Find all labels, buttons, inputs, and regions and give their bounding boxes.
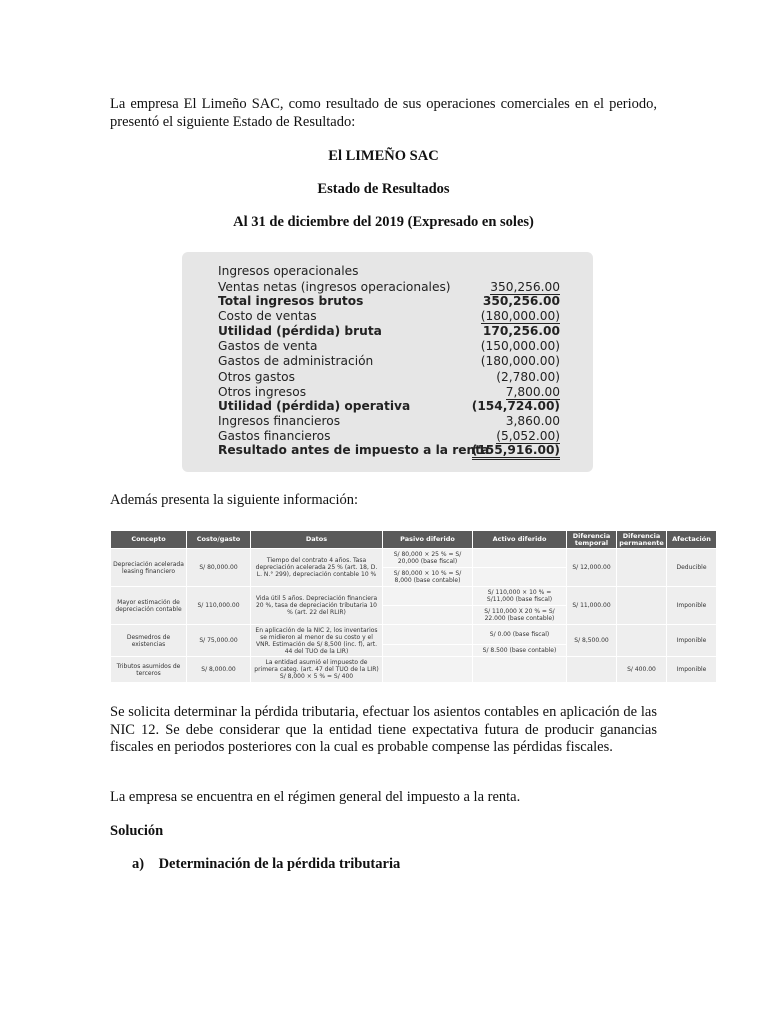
is-row-otros-gastos [218, 370, 560, 385]
cell-pasivo [383, 587, 473, 606]
solution-heading: Solución [110, 823, 164, 839]
cell-concepto: Tributos asumidos de terceros [111, 657, 187, 683]
cell-costo: S/ 110,000.00 [187, 587, 251, 625]
is-label: Ventas netas (ingresos operacionales) [218, 280, 451, 294]
is-label: Costo de ventas [218, 309, 317, 323]
header-diferencia-permanente: Diferencia permanente [617, 531, 667, 549]
cell-activo [473, 549, 567, 568]
is-label: Utilidad (pérdida) bruta [218, 324, 382, 338]
is-value: 170,256.00 [482, 324, 560, 338]
header-costo-gasto: Costo/gasto [187, 531, 251, 549]
cell-pasivo: S/ 80,000 × 25 % = S/ 20,000 (base fiscal) [383, 549, 473, 568]
is-label: Gastos de administración [218, 354, 374, 368]
request-paragraph: Se solicita determinar la pérdida tributaria, efectuar los asientos contables en aplicación de las NIC 12. Se debe considerar que la entidad tiene expectativa futura de producir ganancias fiscales en periodos posteriores con la cual es probable compense las pérdidas fiscales. [110, 704, 657, 755]
is-row-ingresos-financieros [218, 414, 560, 429]
table-row [111, 625, 717, 645]
is-value: 350,256.00 [490, 280, 560, 294]
is-label: Ingresos operacionales [218, 264, 359, 278]
is-row-total-ingresos [218, 294, 560, 309]
cell-afectacion: Imponible [667, 625, 717, 657]
table-row [111, 549, 717, 568]
is-value: (180,000.00) [480, 309, 560, 323]
cell-datos: Tiempo del contrato 4 años. Tasa depreciación acelerada 25 % (art. 18, D. L. N.° 299), depreciación contable 10 % [251, 549, 383, 587]
cell-pasivo [383, 645, 473, 657]
is-value: (155,916.00) [472, 443, 560, 460]
header-diferencia-temporal: Diferencia temporal [567, 531, 617, 549]
info-table-header-row [111, 531, 717, 549]
cell-temporal [567, 657, 617, 683]
is-label: Resultado antes de impuesto a la renta [218, 443, 490, 457]
cell-pasivo [383, 657, 473, 683]
cell-datos: Vida útil 5 años. Depreciación financiera 20 %, tasa de depreciación tributaria 10 % (art. 22 del RLIR) [251, 587, 383, 625]
is-label: Utilidad (pérdida) operativa [218, 399, 411, 413]
intro-paragraph: La empresa El Limeño SAC, como resultado de sus operaciones comerciales en el periodo, presentó el siguiente Estado de Resultado: [110, 96, 657, 130]
cell-permanente [617, 587, 667, 625]
is-row-otros-ingresos [218, 385, 560, 400]
cell-permanente: S/ 400.00 [617, 657, 667, 683]
is-row-resultado-antes-impuesto [218, 443, 560, 458]
cell-datos: En aplicación de la NIC 2, los inventarios se midieron al menor de su costo y el VNR. Estimación de S/ 8,500 (inc. f), art. 44 del TUO de la LIR) [251, 625, 383, 657]
header-activo-diferido: Activo diferido [473, 531, 567, 549]
cell-pasivo [383, 606, 473, 625]
period-title: Al 31 de diciembre del 2019 (Expresado en soles) [233, 214, 534, 230]
cell-afectacion: Deducible [667, 549, 717, 587]
is-value: (154,724.00) [471, 399, 560, 413]
company-title: El LIMEÑO SAC [328, 148, 439, 164]
cell-temporal: S/ 11,000.00 [567, 587, 617, 625]
is-label: Total ingresos brutos [218, 294, 364, 308]
is-value: (180,000.00) [480, 354, 560, 368]
is-label: Otros ingresos [218, 385, 307, 399]
statement-title: Estado de Resultados [317, 181, 450, 197]
cell-afectacion: Imponible [667, 657, 717, 683]
header-datos: Datos [251, 531, 383, 549]
is-row-utilidad-operativa [218, 399, 560, 414]
is-value: 350,256.00 [482, 294, 560, 308]
cell-activo [473, 657, 567, 683]
is-value: (150,000.00) [480, 339, 560, 353]
cell-costo: S/ 80,000.00 [187, 549, 251, 587]
is-row-utilidad-bruta [218, 324, 560, 339]
cell-temporal: S/ 12,000.00 [567, 549, 617, 587]
is-row-gastos-financieros [218, 429, 560, 444]
cell-concepto: Mayor estimación de depreciación contable [111, 587, 187, 625]
cell-costo: S/ 75,000.00 [187, 625, 251, 657]
cell-afectacion: Imponible [667, 587, 717, 625]
header-concepto: Concepto [111, 531, 187, 549]
cell-datos: La entidad asumió el impuesto de primera categ. (art. 47 del TUO de la LIR) S/ 8,000 × 5 % = S/ 400 [251, 657, 383, 683]
cell-activo: S/ 0.00 (base fiscal) [473, 625, 567, 645]
cell-activo: S/ 110,000 × 10 % = S/11,000 (base fiscal) [473, 587, 567, 606]
cell-concepto: Depreciación acelerada leasing financiero [111, 549, 187, 587]
is-row-ventas-netas [218, 280, 560, 295]
is-label: Otros gastos [218, 370, 295, 384]
is-label: Gastos de venta [218, 339, 318, 353]
info-table [110, 530, 717, 683]
step-a-heading: a) Determinación de la pérdida tributaria [132, 856, 401, 872]
is-row-gastos-administracion [218, 354, 560, 369]
is-value: 3,860.00 [505, 414, 560, 428]
cell-pasivo [383, 625, 473, 645]
additional-info-label: Además presenta la siguiente información: [110, 492, 359, 508]
cell-activo [473, 568, 567, 587]
is-row-gastos-venta [218, 339, 560, 354]
is-row-costo-ventas [218, 309, 560, 324]
is-label: Ingresos financieros [218, 414, 341, 428]
is-value: (5,052.00) [496, 429, 560, 443]
regime-paragraph: La empresa se encuentra en el régimen general del impuesto a la renta. [110, 789, 521, 805]
cell-costo: S/ 8,000.00 [187, 657, 251, 683]
cell-concepto: Desmedros de existencias [111, 625, 187, 657]
cell-permanente [617, 549, 667, 587]
header-afectacion: Afectación [667, 531, 717, 549]
table-row [111, 587, 717, 606]
is-label: Gastos financieros [218, 429, 331, 443]
is-row-ingresos-operacionales [218, 264, 560, 279]
cell-activo: S/ 8.500 (base contable) [473, 645, 567, 657]
table-row [111, 657, 717, 683]
cell-activo: S/ 110,000 X 20 % = S/ 22.000 (base contable) [473, 606, 567, 625]
cell-permanente [617, 625, 667, 657]
is-value: (2,780.00) [496, 370, 560, 384]
cell-pasivo: S/ 80,000 × 10 % = S/ 8,000 (base contable) [383, 568, 473, 587]
cell-temporal: S/ 8,500.00 [567, 625, 617, 657]
header-pasivo-diferido: Pasivo diferido [383, 531, 473, 549]
is-value: 7,800.00 [505, 385, 560, 399]
